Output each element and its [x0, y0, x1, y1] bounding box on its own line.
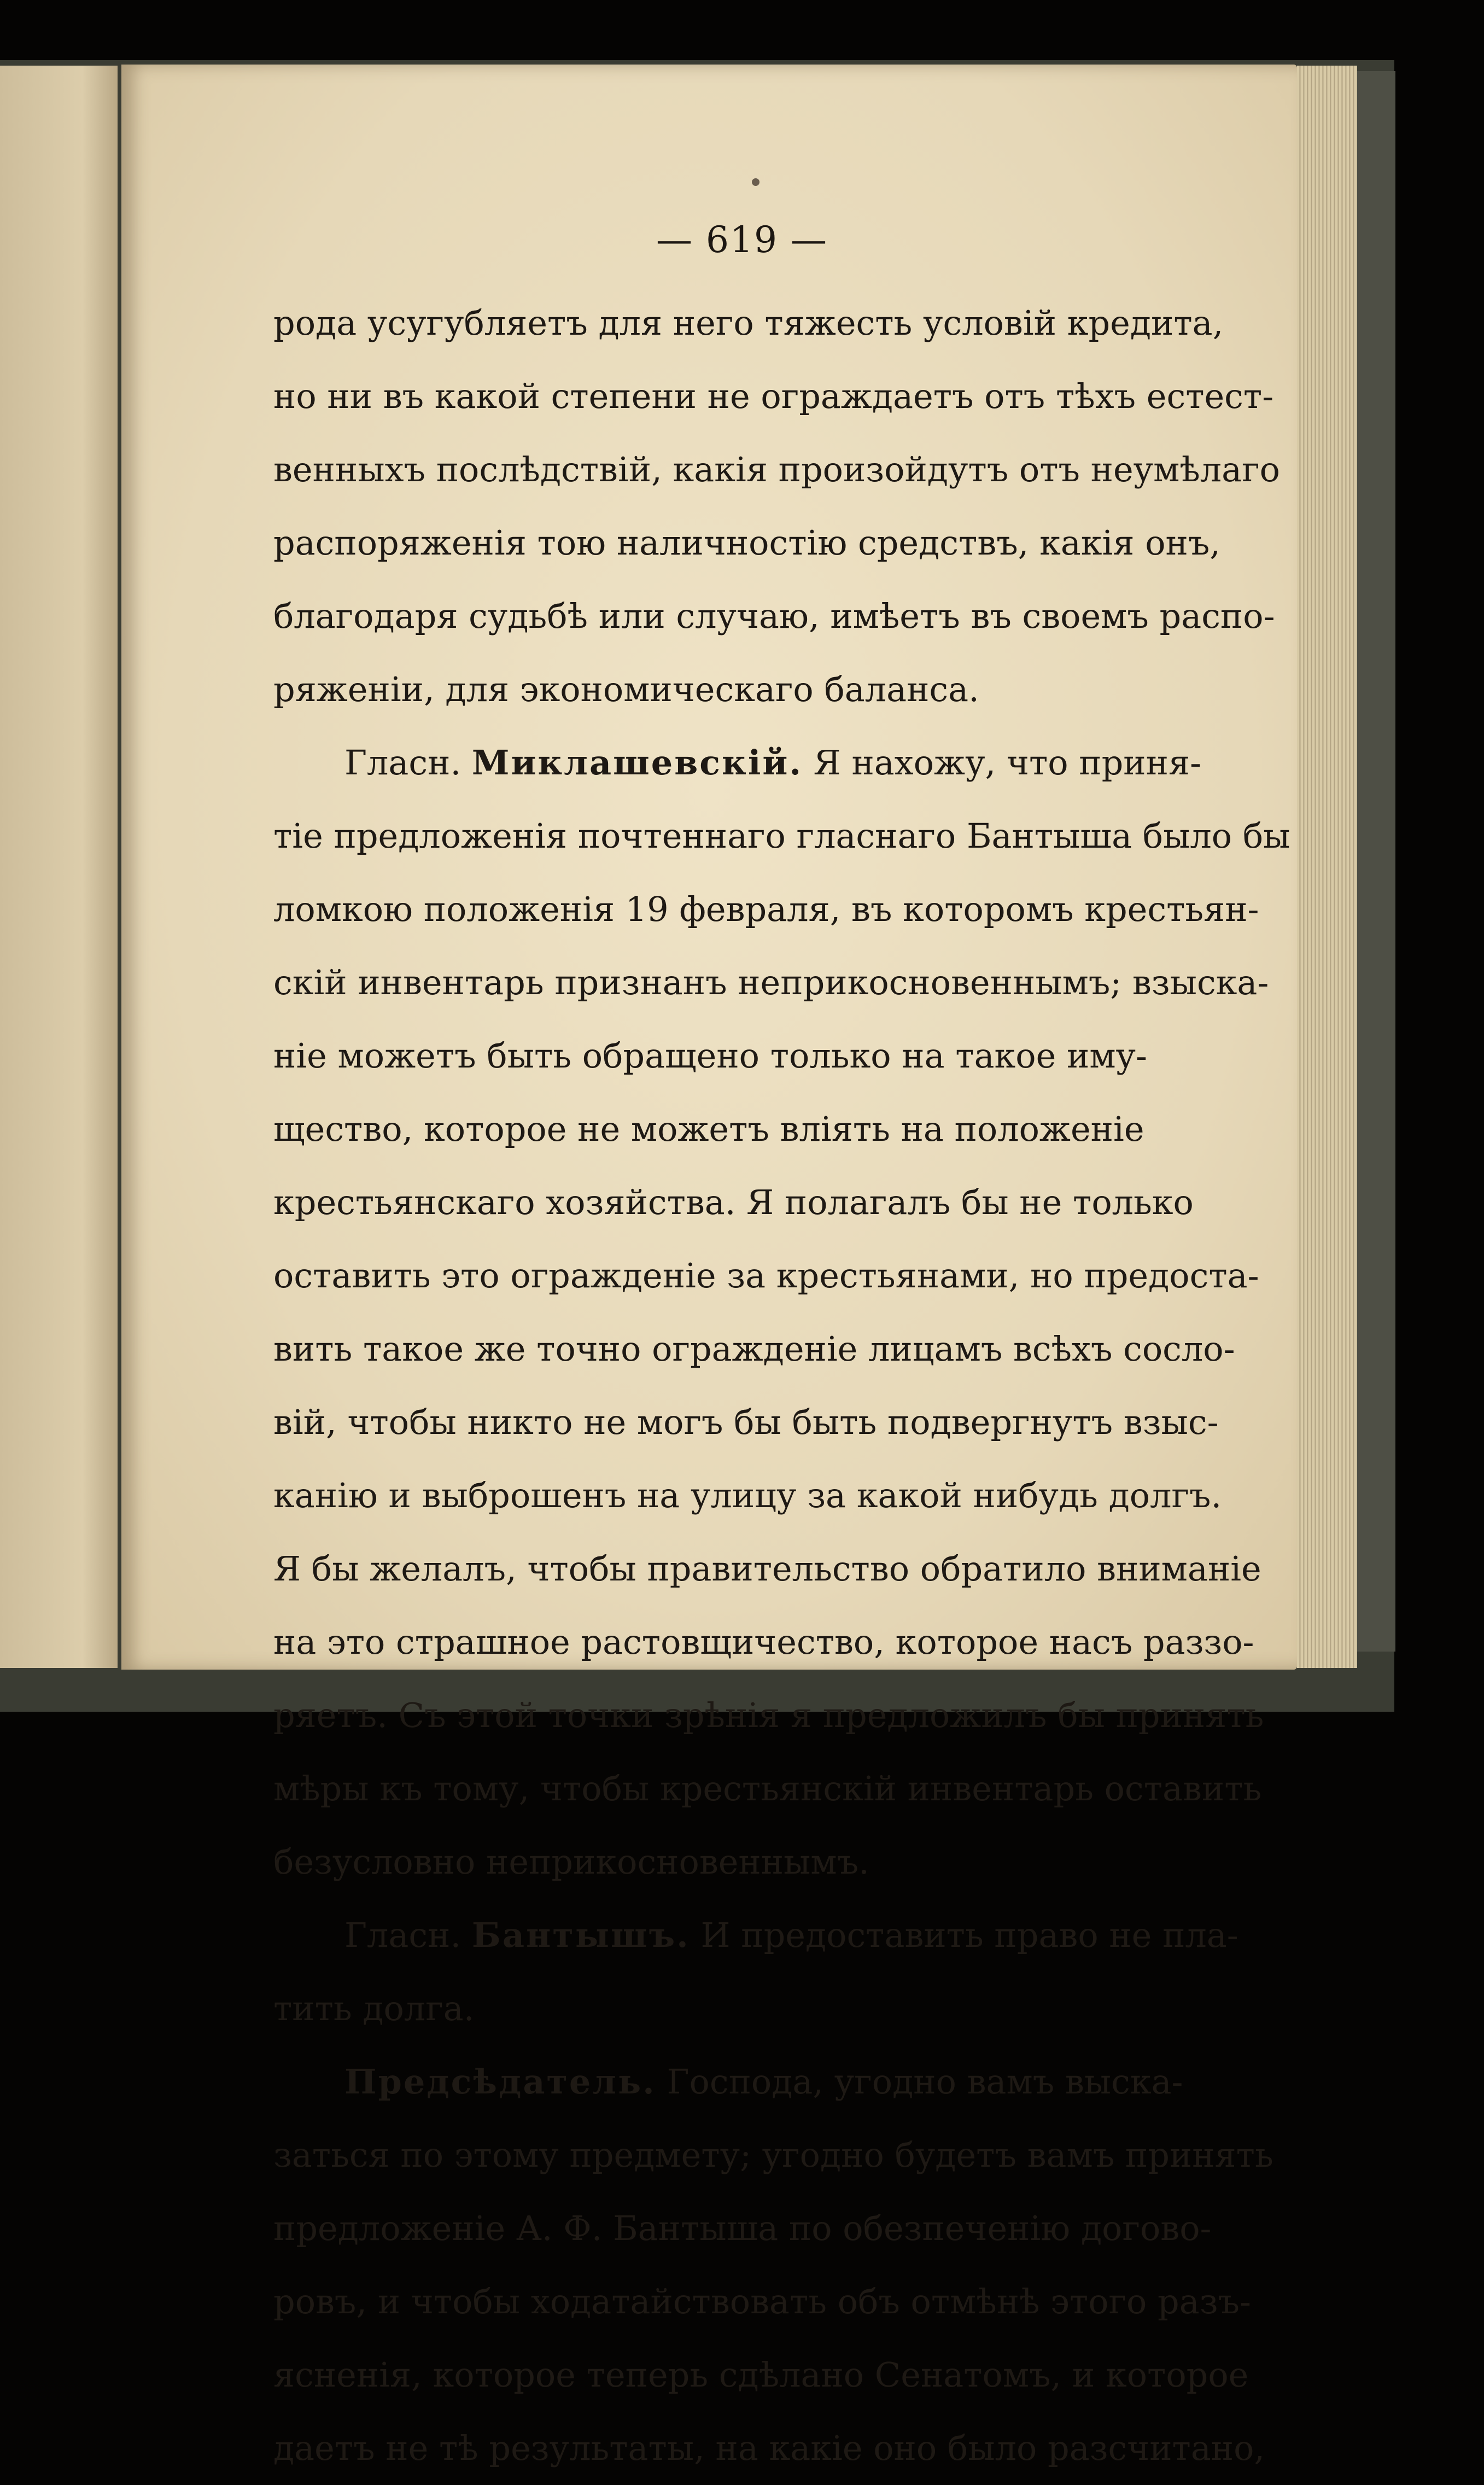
text-line	[273, 2045, 1183, 2119]
speaker-title: Гласн.	[344, 743, 472, 783]
text-line: ряетъ. Съ этой точки зрѣнія я предложилъ бы принять	[273, 1695, 1264, 1735]
page-number: — 619 —	[656, 219, 828, 261]
text-line: венныхъ послѣдствій, какія произойдутъ отъ неумѣлаго	[273, 450, 1280, 489]
text-line: даетъ не тѣ результаты, на какіе оно было разсчитано,	[273, 2428, 1265, 2468]
text-line: вить такое же точно огражденіе лицамъ всѣхъ сосло-	[273, 1329, 1235, 1369]
text-line: ломкою положенія 19 февраля, въ которомъ крестьян-	[273, 889, 1259, 929]
speaker-title: Гласн.	[344, 1915, 472, 1955]
text-line: безусловно неприкосновеннымъ.	[273, 1842, 869, 1882]
text-line: ніе можетъ быть обращено только на такое иму-	[273, 1036, 1147, 1076]
text-line: мѣры къ тому, чтобы крестьянскій инвентарь оставить	[273, 1769, 1262, 1809]
ink-dot	[752, 178, 759, 186]
text-line: распоряженія тою наличностію средствъ, какія онъ,	[273, 523, 1221, 563]
text-line: ряженіи, для экономическаго баланса.	[273, 669, 979, 709]
text-line: тіе предложенія почтеннаго гласнаго Бантыша было бы	[273, 816, 1290, 856]
text-line: заться по этому предмету; угодно будетъ вамъ принять	[273, 2135, 1273, 2175]
left-page-edge	[0, 66, 118, 1668]
body-text	[273, 287, 1290, 2485]
book-cover-edge	[1357, 71, 1395, 1652]
text-line: Я бы желалъ, чтобы правительство обратило вниманіе	[273, 1549, 1261, 1589]
text-line: тить долга.	[273, 1988, 475, 2028]
text-line: ясненія, которое теперь сдѣлано Сенатомъ, и которое	[273, 2355, 1249, 2395]
text-line: крестьянскаго хозяйства. Я полагалъ бы не только	[273, 1182, 1194, 1222]
page-edges	[1297, 66, 1357, 1668]
text-line: вій, чтобы никто не могъ бы быть подвергнутъ взыс-	[273, 1402, 1219, 1442]
text-line: на это страшное растовщичество, которое насъ раззо-	[273, 1622, 1254, 1662]
text-line: ровъ, и чтобы ходатайствовать объ отмѣнѣ этого разъ-	[273, 2282, 1251, 2321]
speaker-name: Предсѣдатель.	[344, 2062, 656, 2102]
text-line: канію и выброшенъ на улицу за какой нибудь долгъ.	[273, 1475, 1222, 1515]
text-line: щество, которое не можетъ вліять на положеніе	[273, 1109, 1144, 1149]
speaker-name: Бантышъ.	[471, 1915, 690, 1955]
text-line: скій инвентарь признанъ неприкосновеннымъ; взыска-	[273, 962, 1269, 1002]
text-line: рода усугубляетъ для него тяжесть условій кредита,	[273, 303, 1224, 343]
text-line	[273, 1899, 1238, 1972]
text-line: оставить это огражденіе за крестьянами, но предоста-	[273, 1256, 1259, 1296]
speaker-name: Миклашевскій.	[471, 743, 803, 783]
text-line	[273, 726, 1202, 800]
text-line: но ни въ какой степени не ограждаетъ отъ тѣхъ естест-	[273, 376, 1274, 416]
speech-text: И предоставить право не пла-	[690, 1915, 1238, 1955]
speech-text: Я нахожу, что приня-	[802, 743, 1202, 783]
speech-text: Господа, угодно вамъ выска-	[656, 2062, 1183, 2102]
text-line: предложеніе А. Ф. Бантыша по обезпеченію догово-	[273, 2208, 1212, 2248]
text-line: благодаря судьбѣ или случаю, имѣетъ въ своемъ распо-	[273, 596, 1275, 636]
